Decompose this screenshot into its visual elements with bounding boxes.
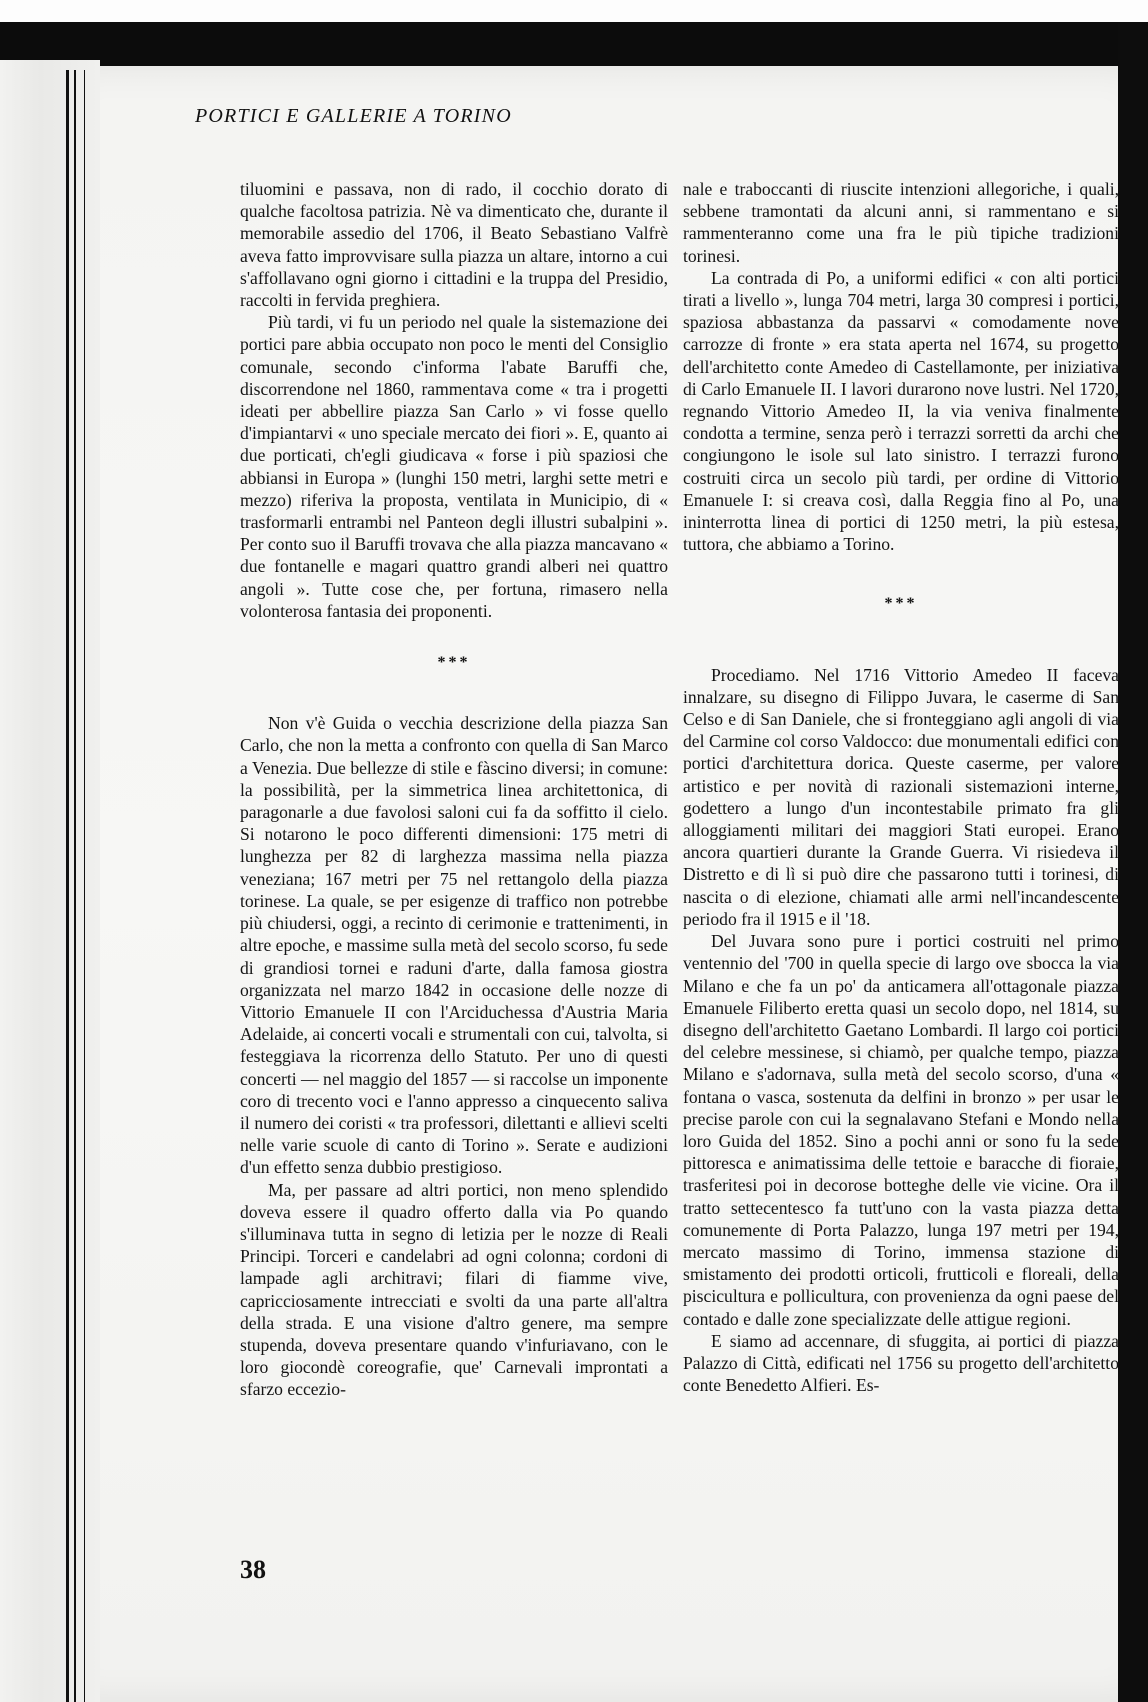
top-margin: [0, 0, 1148, 22]
paragraph: Non v'è Guida o vecchia descrizione della piazza San Carlo, che non la metta a confronto con quella di San Marco a Venezia. Due bellezze di stile e fàscino diversi; in comune: la possibilità, per la simmetrica linea architettonica, di paragonarle a due favolosi saloni cui fa da soffitto il cielo. Si notarono le poco differenti dimensioni: 175 metri di lunghezza per 82 di larghezza massima nella piazza veneziana; 167 metri per 75 nel rettangolo della piazza torinese. La quale, se per esigenze di traffico non potrebbe più chiudersi, oggi, a recinto di cerimonie e trattenimenti, in altre epoche, e massime sulla metà del secolo scorso, fu sede di grandiosi tornei e raduni d'arte, dalla famosa giostra organizzata nel marzo 1842 in occasione delle nozze di Vittorio Emanuele II con l'Arciduchessa d'Austria Maria Adelaide, ai concerti vocali e strumentali con cui, talvolta, si festeggiava la ricorrenza dello Statuto. Per uno di questi concerti — nel maggio del 1857 — si raccolse un imponente coro di trecento voci e l'anno appresso a cinquecento saliva il numero dei coristi « tra professori, dilettanti e allievi scelti nelle varie scuole di canto di Torino ». Serate e audizioni d'un effetto senza dubbio prestigioso.: [240, 713, 668, 1178]
paragraph: Ma, per passare ad altri portici, non meno splendido doveva essere il quadro offerto dalla via Po quando s'illuminava tutta in segno di letizia per le nozze di Reali Principi. Torceri e candelabri ad ogni colonna; cordoni di lampade agli architravi; filari di fiamme vive, capricciosamente intrecciati e svolti da una parte all'altra della strada. E una visione d'altro genere, ma sempre stupenda, doveva presentare quando v'infuriavano, con le loro giocondè coreografie, que' Carnevali improntati a sfarzo eccezio-: [240, 1179, 668, 1400]
scan-shadow-right: [1118, 22, 1148, 1702]
paragraph: Procediamo. Nel 1716 Vittorio Amedeo II faceva innalzare, su disegno di Filippo Juvara, le caserme di San Celso e di San Daniele, che si fronteggiano agli angoli di via del Carmine col corso Valdocco: due monumentali edifici con portici d'architettura dorica. Queste caserme, per valore artistico e per novità di razionali sistemazioni interne, godettero a lungo d'un incontestabile primato fra gli alloggiamenti militari dei maggiori Stati europei. Erano ancora quartieri durante la Grande Guerra. Vi risiedeva il Distretto e di lì si può dire che passarono tutti i torinesi, di nascita o di elezione, chiamati alle armi nell'incandescente periodo fra il 1915 e il '18.: [683, 664, 1119, 929]
page-number: 38: [240, 1555, 266, 1584]
paragraph: Più tardi, vi fu un periodo nel quale la sistemazione dei portici pare abbia occupato non poco le menti del Consiglio comunale, secondo c'informa l'abate Baruffi che, discorrendone nel 1860, rammentava come « tra i progetti ideati per abbellire piazza San Carlo » vi fosse quello d'impiantarvi « uno speciale mercato dei fiori ». E, quanto ai due porticati, ch'egli giudicava « forse i più spaziosi che abbiansi in Europa » (lunghi 150 metri, larghi sette metri e mezzo) riferiva la proposta, ventilata in Municipio, di « trasformarli entrambi nel Panteon degli illustri subalpini ». Per conto suo il Baruffi trovava che alla piazza mancavano « due fontanelle e magari quattro grandi alberi nei quattro angoli ». Tutte cose che, per fortuna, rimasero nella volonterosa fantasia dei proponenti.: [240, 312, 668, 621]
binding-line: [84, 70, 85, 1702]
binding-line: [74, 70, 76, 1702]
running-header: PORTICI E GALLERIE A TORINO: [195, 105, 512, 127]
section-separator: ***: [437, 654, 471, 672]
paragraph: E siamo ad accennare, di sfuggita, ai portici di piazza Palazzo di Città, edificati nel 1756 su progetto dell'architetto conte Benedetto Alfieri. Es-: [683, 1330, 1119, 1396]
paragraph: Del Juvara sono pure i portici costruiti nel primo ventennio del '700 in quella specie di largo ove sbocca la via Milano e che fa un po' da anticamera all'ottagonale piazza Emanuele Filiberto eretta quasi un secolo dopo, nel 1814, su disegno dell'architetto Gaetano Lombardi. Il largo coi portici del celebre messinese, si chiamò, per qualche tempo, piazza Milano e s'adornava, sulla metà del secolo scorso, d'una « fontana o vasca, sostenuta da delfini in bronzo » per usar le precise parole con cui la segnalavano Stefani e Mondo nella loro Guida del 1852. Sino a pochi anni or sono fu la sede pittoresca e animatissima delle tettoie e baracche di fioraie, trasferitesi poi in decorose botteghe delle vie vicine. Ora il tratto settecentesco fa tutt'uno con la vasta piazza detta comunemente di Porta Palazzo, lunga 197 metri per 194, mercato massimo di Torino, immensa stazione di smistamento dei prodotti orticoli, frutticoli e floreali, della piscicultura e pollicultura, con provenienza da ogni paese del contado e dalle zone specializzate delle attigue regioni.: [683, 931, 1119, 1329]
paragraph: tiluomini e passava, non di rado, il cocchio dorato di qualche facoltosa patrizia. Nè va dimenticato che, durante il memorabile assedio del 1706, il Beato Sebastiano Valfrè aveva fatto improvvisare sulla piazza un altare, intorno a cui s'affollavano ogni giorno i cittadini e la truppa del Presidio, raccolti in fervida preghiera.: [240, 179, 668, 311]
section-separator: ***: [884, 595, 918, 613]
paragraph: nale e traboccanti di riuscite intenzioni allegoriche, i quali, sebbene tramontati da alcuni anni, si rammentano e si rammenteranno come una fra le più tipiche tradizioni torinesi.: [683, 179, 1119, 266]
text-column-left: [240, 178, 668, 1401]
paragraph: La contrada di Po, a uniformi edifici « con alti portici tirati a livello », lunga 704 metri, larga 30 compresi i portici, spaziosa abbastanza da passarvi « comodamente nove carrozze di fronte » era stata aperta nel 1674, su progetto dell'architetto conte Amedeo di Castellamonte, per iniziativa di Carlo Emanuele II. I lavori durarono nove lustri. Nel 1720, regnando Vittorio Amedeo II, la via veniva finalmente condotta a termine, senza però i terrazzi sorretti da archi che congiungono le isole sul lato sinistro. I terrazzi furono costruiti circa un secolo più tardi, per ordine di Vittorio Emanuele I: si creava così, dalla Reggia fino al Po, una ininterrotta linea di portici di 1250 metri, la più estesa, tuttora, che abbiamo a Torino.: [683, 267, 1119, 555]
scan-shadow-top: [0, 22, 1148, 72]
binding-line: [66, 70, 69, 1702]
binding-edge: [0, 60, 100, 1702]
text-column-right: [683, 178, 1119, 1396]
